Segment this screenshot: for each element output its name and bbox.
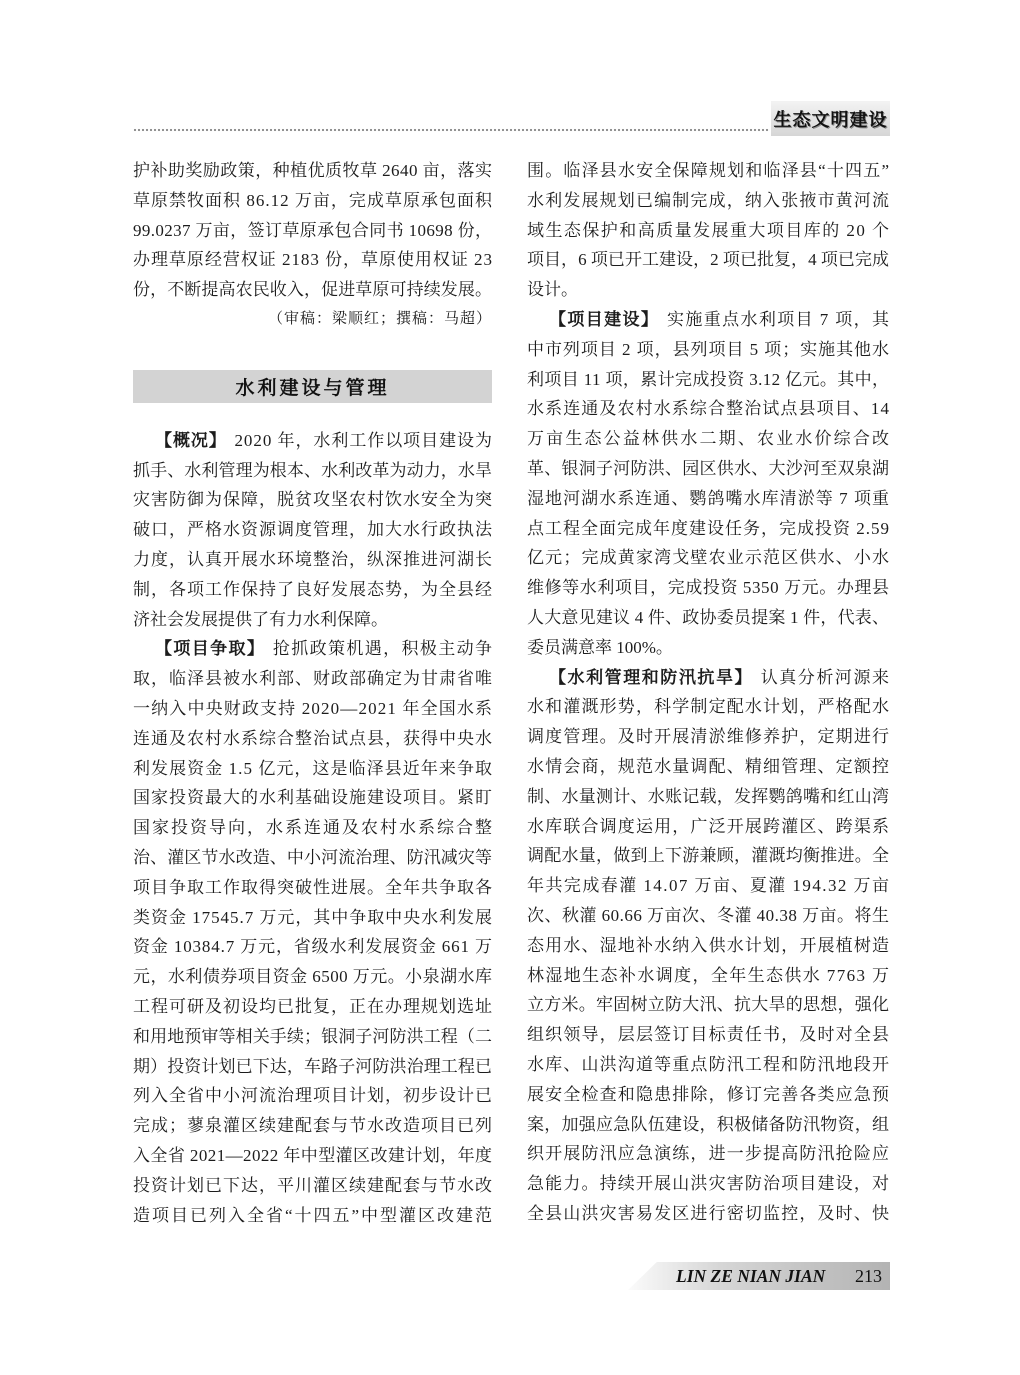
running-header-title: 生态文明建设 bbox=[773, 109, 888, 131]
text-line-content: 认真分析河源来 bbox=[760, 667, 891, 687]
text-line: 域生态保护和高质量发展重大项目库的 20 个 bbox=[527, 220, 891, 240]
text-line: 制、水量测计、水账记载，发挥鹦鸽嘴和红山湾 bbox=[527, 786, 890, 806]
text-line: 济社会发展提供了有力水利保障。 bbox=[133, 609, 388, 629]
header-dotted-rule bbox=[133, 128, 770, 132]
text-line: 一纳入中央财政支持 2020—2021 年全国水系 bbox=[133, 698, 494, 718]
right-column bbox=[527, 156, 892, 1229]
text-line bbox=[133, 634, 492, 664]
text-line bbox=[133, 426, 492, 456]
text-line: 灾害防御为保障，脱贫攻坚农村饮水安全为突 bbox=[133, 490, 493, 510]
text-line: 湿地河湖水系连通、鹦鸽嘴水库清淤等 7 项重 bbox=[527, 488, 891, 508]
text-line: 国家投资最大的水利基础设施建设项目。紧盯 bbox=[133, 788, 493, 808]
text-line: 项目，6 项已开工建设，2 项已批复，4 项已完成 bbox=[527, 250, 890, 270]
text-line: 列入全省中小河流治理项目计划，初步设计已 bbox=[133, 1086, 493, 1106]
text-line: 案，加强应急队伍建设，积极储备防汛物资，组 bbox=[527, 1114, 890, 1134]
text-line: 资金 10384.7 万元，省级水利发展资金 661 万 bbox=[133, 937, 493, 957]
text-line: 投资计划已下达，平川灌区续建配套与节水改 bbox=[133, 1175, 493, 1195]
text-line: 水和灌溉形势，科学制定配水计划，严格配水 bbox=[527, 697, 891, 717]
text-line: 水系连通及农村水系综合整治试点县项目、14 bbox=[527, 399, 891, 419]
left-column bbox=[133, 156, 492, 1230]
text-line: 人大意见建议 4 件、政协委员提案 1 件，代表、 bbox=[527, 607, 890, 627]
text-line-content: 抢抓政策机遇，积极主动争 bbox=[272, 639, 494, 659]
text-line: 国家投资导向，水系连通及农村水系综合整 bbox=[133, 818, 494, 838]
text-line: 态用水、湿地补水纳入供水计划，开展植树造 bbox=[527, 935, 891, 955]
text-line: 万亩生态公益林供水二期、农业水价综合改 bbox=[527, 429, 892, 449]
text-line: 和用地预审等相关手续；银洞子河防洪工程（二 bbox=[133, 1026, 493, 1046]
text-line: 设计。 bbox=[527, 280, 578, 300]
text-line: 水情会商，规范水量调配、精细管理、定额控 bbox=[527, 756, 891, 776]
continued-paragraph bbox=[527, 156, 889, 305]
text-line: 元，水利债券项目资金 6500 万元。小泉湖水库 bbox=[133, 967, 493, 987]
paragraph-label: 【概况】 bbox=[155, 430, 227, 450]
text-line bbox=[527, 305, 889, 335]
text-line: 围。临泽县水安全保障规划和临泽县“十四五” bbox=[527, 161, 891, 180]
paragraph-project-funding bbox=[133, 634, 492, 1230]
text-line: 调度管理。及时开展清淤维修养护，定期进行 bbox=[527, 727, 891, 747]
text-line: 组织领导，层层签订目标责任书，及时对全县 bbox=[527, 1025, 891, 1045]
text-line: 类资金 17545.7 万元，其中争取中央水利发展 bbox=[133, 907, 493, 927]
text-line-content: 实施重点水利项目 7 项，其 bbox=[666, 309, 891, 329]
editor-credit: （审稿：梁顺红；撰稿：马超） bbox=[267, 310, 492, 327]
running-header bbox=[771, 101, 890, 136]
text-line: 办理草原经营权证 2183 份，草原使用权证 23 bbox=[133, 250, 493, 270]
text-line: 制，各项工作保持了良好发展态势，为全县经 bbox=[133, 579, 493, 599]
text-line: 调配水量，做到上下游兼顾，灌溉均衡推进。全 bbox=[527, 846, 890, 866]
text-line: 利项目 11 项，累计完成投资 3.12 亿元。其中， bbox=[527, 369, 890, 389]
text-line: 立方米。牢固树立防大汛、抗大旱的思想，强化 bbox=[527, 995, 890, 1015]
text-line: 中市列项目 2 项，县列项目 5 项；实施其他水 bbox=[527, 339, 890, 359]
text-line: 维修等水利项目，完成投资 5350 万元。办理县 bbox=[527, 578, 890, 598]
paragraph-project-construction bbox=[527, 305, 892, 663]
text-line: 水库联合调度运用，广泛开展跨灌区、跨渠系 bbox=[527, 816, 891, 836]
text-line: 亿元；完成黄家湾戈壁农业示范区供水、小水 bbox=[527, 548, 891, 568]
text-line: 委员满意率 100%。 bbox=[527, 637, 673, 657]
paragraph-water-management bbox=[527, 663, 889, 1229]
text-line: 份，不断提高农民收入，促进草原可持续发展。 bbox=[133, 280, 493, 300]
text-line: 完成；蓼泉灌区续建配套与节水改造项目已列 bbox=[133, 1116, 493, 1136]
section-heading bbox=[133, 370, 492, 403]
text-line: 项目争取工作取得突破性进展。全年共争取各 bbox=[133, 877, 493, 897]
text-line: 全县山洪灾害易发区进行密切监控，及时、快 bbox=[527, 1203, 891, 1223]
text-line: 力度，认真开展水环境整治，纵深推进河湖长 bbox=[133, 549, 493, 569]
text-line: 破口，严格水资源调度管理，加大水行政执法 bbox=[133, 520, 493, 540]
paragraph-overview bbox=[133, 426, 492, 635]
text-line: 织开展防汛应急演练，进一步提高防汛抢险应 bbox=[527, 1144, 891, 1164]
text-line: 急能力。持续开展山洪灾害防治项目建设，对 bbox=[527, 1174, 891, 1194]
text-line: 护补助奖励政策，种植优质牧草 2640 亩，落实 bbox=[133, 161, 493, 180]
text-line: 造项目已列入全省“十四五”中型灌区改建范 bbox=[133, 1205, 494, 1225]
text-line: 革、银洞子河防洪、园区供水、大沙河至双泉湖 bbox=[527, 458, 890, 478]
text-line: 水库、山洪沟道等重点防汛工程和防汛地段开 bbox=[527, 1054, 891, 1074]
paragraph-label: 【水利管理和防汛抗旱】 bbox=[549, 667, 754, 687]
text-line: 期）投资计划已下达，车路子河防洪治理工程已 bbox=[133, 1056, 493, 1076]
paragraph-label: 【项目争取】 bbox=[155, 639, 266, 659]
section-heading-text: 水利建设与管理 bbox=[235, 377, 390, 399]
text-line: 连通及农村水系综合整治试点县，获得中央水 bbox=[133, 728, 493, 748]
footer-running-title: LIN ZE NIAN JIAN bbox=[676, 1266, 826, 1286]
text-line: 工程可研及初设均已批复，正在办理规划选址 bbox=[133, 996, 493, 1016]
text-line: 99.0237 万亩，签订草原承包合同书 10698 份， bbox=[133, 220, 493, 240]
text-line: 年共完成春灌 14.07 万亩、夏灌 194.32 万亩 bbox=[527, 876, 891, 896]
paragraph-label: 【项目建设】 bbox=[549, 309, 660, 329]
text-line: 林湿地生态补水调度，全年生态供水 7763 万 bbox=[527, 965, 891, 985]
text-line: 利发展资金 1.5 亿元，这是临泽县近年来争取 bbox=[133, 758, 494, 778]
continued-paragraph bbox=[133, 156, 492, 305]
text-line: 入全省 2021—2022 年中型灌区改建计划，年度 bbox=[133, 1145, 493, 1165]
text-line: 取，临泽县被水利部、财政部确定为甘肃省唯 bbox=[133, 669, 493, 689]
text-line: 抓手、水利管理为根本、水利改革为动力，水旱 bbox=[133, 460, 493, 480]
text-line bbox=[527, 663, 889, 693]
text-line: 水利发展规划已编制完成，纳入张掖市黄河流 bbox=[527, 190, 891, 210]
text-line: 草原禁牧面积 86.12 万亩，完成草原承包面积 bbox=[133, 190, 494, 210]
text-line: 次、秋灌 60.66 万亩次、冬灌 40.38 万亩。将生 bbox=[527, 905, 890, 925]
page-number: 213 bbox=[855, 1266, 882, 1286]
text-line: 治、灌区节水改造、中小河流治理、防汛减灾等 bbox=[133, 847, 493, 867]
text-line: 展安全检查和隐患排除，修订完善各类应急预 bbox=[527, 1084, 891, 1104]
text-line: 点工程全面完成年度建设任务，完成投资 2.59 bbox=[527, 518, 890, 538]
text-line-content: 2020 年，水利工作以项目建设为 bbox=[234, 430, 493, 450]
